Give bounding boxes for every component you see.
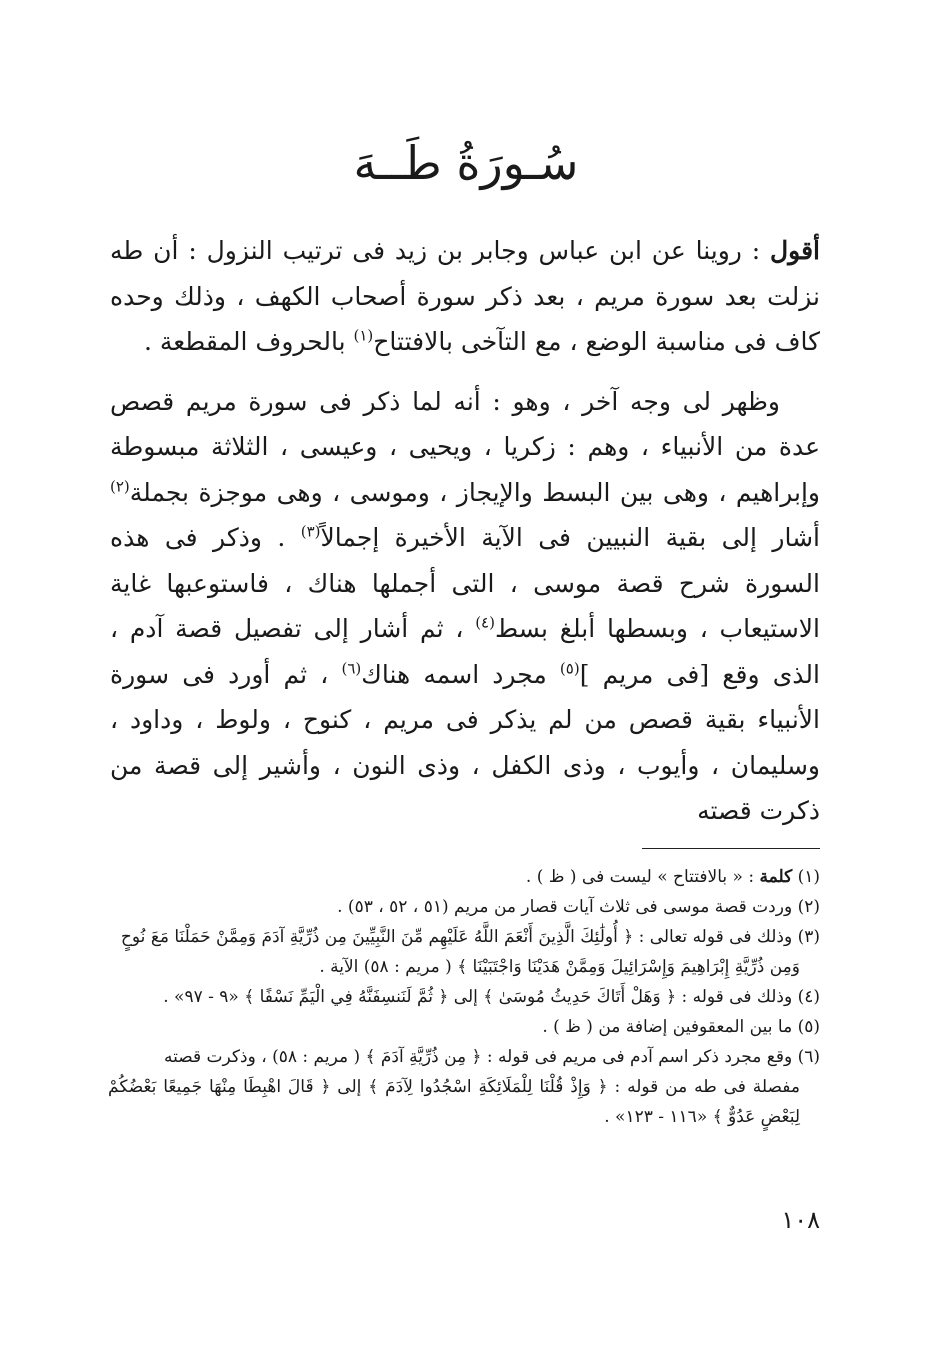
footnote-3-text: وذلك فى قوله تعالى : ﴿ أُولَٰئِكَ الَّذِينَ أَنْعَمَ اللَّهُ عَلَيْهِم مِّنَ النَّبِيِّينَ مِن ذُرِّيَّةِ آدَمَ وَمِمَّنْ حَمَلْنَا مَعَ نُوحٍ <box>120 927 798 947</box>
footnote-ref-3: (٣) <box>300 522 321 541</box>
footnote-6 <box>108 1042 820 1132</box>
main-text <box>110 228 820 834</box>
footnote-2 <box>108 892 820 922</box>
paragraph-2-part-6: ، ثم أورد فى سورة الأنبياء بقية قصص من لم يذكر فى مريم ، كنوح ، ولوط ، وداود ، وسليمان ، وأيوب ، وذى الكفل ، وذى النون ، وأشير إلى قصة من ذكرت قصته <box>110 659 820 825</box>
paragraph-2 <box>110 379 820 834</box>
footnote-3 <box>108 922 820 982</box>
footnote-3-continuation: وَمِن ذُرِّيَّةِ إِبْرَاهِيمَ وَإِسْرَائِيلَ وَمِمَّنْ هَدَيْنَا وَاجْتَبَيْنَا ﴾ ( مريم : ٥٨) الآية . <box>319 957 800 977</box>
footnote-3-number: (٣) <box>797 927 820 947</box>
footnote-2-text: وردت قصة موسى فى ثلاث آيات قصار من مريم (٥١ ، ٥٢ ، ٥٣) . <box>337 897 798 917</box>
footnote-4-number: (٤) <box>797 987 820 1007</box>
footnote-6-continuation: مفصلة فى طه من قوله : ﴿ وَإِذْ قُلْنَا لِلْمَلَائِكَةِ اسْجُدُوا لِآدَمَ ﴾ إلى ﴿ قَالَ اهْبِطَا مِنْهَا جَمِيعًا بَعْضُكُمْ لِبَعْضٍ عَدُوٌّ ﴾ «١١٦ - ١٢٣» . <box>108 1077 800 1127</box>
page-number: ١٠٨ <box>781 1206 820 1234</box>
footnote-4-text: وذلك فى قوله : ﴿ وَهَلْ أَتَاكَ حَدِيثُ مُوسَىٰ ﴾ إلى ﴿ ثُمَّ لَنَنسِفَنَّهُ فِي الْيَمِّ نَسْفًا ﴾ «٩ - ٩٧» . <box>163 987 798 1007</box>
footnotes <box>108 862 820 1132</box>
paragraph-2-part-2: أشار إلى بقية النبيين فى الآية الأخيرة إجمالاً <box>320 523 820 552</box>
footnote-ref-2: (٢) <box>110 477 130 496</box>
footnote-ref-4: (٤) <box>475 613 495 632</box>
footnote-1-lead: كلمة <box>759 867 793 887</box>
footnote-separator <box>642 848 820 849</box>
footnote-1-number: (١) <box>797 867 820 887</box>
footnote-5 <box>108 1012 820 1042</box>
paragraph-2-part-5: مجرد اسمه هناك <box>361 659 560 689</box>
lead-word-aqul: أقول <box>770 236 820 265</box>
footnote-1-text: : « بالافتتاح » ليست فى ( ظ ) . <box>525 867 760 887</box>
footnote-ref-5: (٥) <box>559 659 580 678</box>
footnote-2-number: (٢) <box>797 897 820 917</box>
footnote-4 <box>108 982 820 1012</box>
surah-title: سُـورَةُ طَــهَ <box>353 136 579 190</box>
footnote-ref-1: (١) <box>353 326 374 345</box>
paragraph-2-part-3: . وذكر فى هذه السورة شرح قصة موسى ، التى أجملها هناك ، فاستوعبها غاية الاستيعاب ، وبسطها أبلغ بسط <box>110 523 820 643</box>
paragraph-2-part-1: وظهر لى وجه آخر ، وهو : أنه لما ذكر فى سورة مريم قصص عدة من الأنبياء ، وهم : زكريا ، ويحيى ، وعيسى ، الثلاثة مبسوطة وإبراهيم ، وهى بين البسط والإيجاز ، وموسى ، وهى موجزة بجملة <box>110 386 820 507</box>
paragraph-1-text: : روينا عن ابن عباس وجابر بن زيد فى ترتيب النزول : أن طه نزلت بعد سورة مريم ، بعد ذكر سورة أصحاب الكهف ، وذلك وحده كاف فى مناسبة الوضع ، مع التآخى بالافتتاح <box>110 236 820 356</box>
footnote-5-number: (٥) <box>797 1017 820 1037</box>
footnote-ref-6: (٦) <box>341 659 362 678</box>
footnote-6-text: وقع مجرد ذكر اسم آدم فى مريم فى قوله : ﴿ مِن ذُرِّيَّةِ آدَمَ ﴾ ( مريم : ٥٨) ، وذكرت قصته <box>164 1047 798 1067</box>
paragraph-1-tail: بالحروف المقطعة . <box>143 327 354 356</box>
paragraph-2-part-4: ، ثم أشار إلى تفصيل قصة آدم ، الذى وقع [فى مريم ] <box>110 614 820 689</box>
footnote-5-text: ما بين المعقوفين إضافة من ( ظ ) . <box>542 1017 798 1037</box>
footnote-6-number: (٦) <box>797 1047 820 1067</box>
paragraph-1 <box>110 228 820 365</box>
footnote-1 <box>108 862 820 892</box>
